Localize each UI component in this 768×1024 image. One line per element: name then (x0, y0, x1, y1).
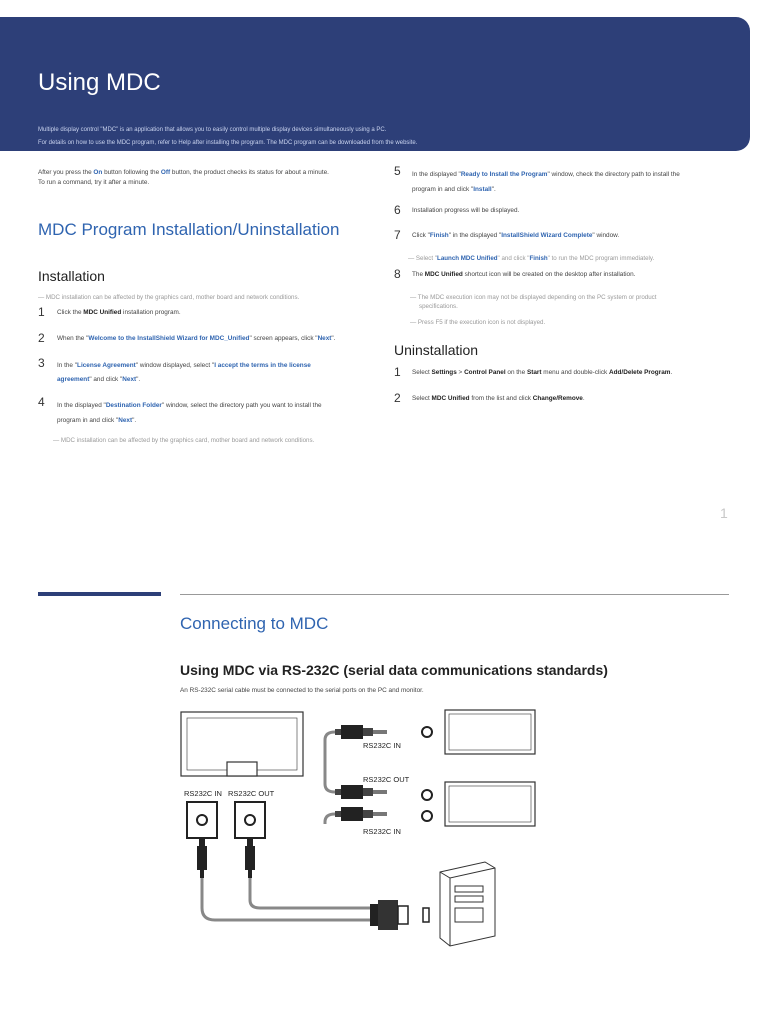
connecting-description: An RS-232C serial cable must be connected to the serial ports on the PC and monitor. (180, 687, 424, 694)
plug-top-right (335, 725, 432, 739)
install-step-8-note-1: — The MDC execution icon may not be displayed depending on the PC system or product specifications. (410, 294, 657, 310)
step-number: 6 (394, 203, 401, 217)
install-step-6: Installation progress will be displayed. (412, 207, 520, 214)
cable-down (325, 814, 335, 824)
install-step-1: Click the MDC Unified installation program. (57, 309, 181, 316)
install-step-2: When the "Welcome to the InstallShield Wizard for MDC_Unified" screen appears, click "Next". (57, 335, 336, 342)
step-number: 3 (38, 356, 45, 370)
plug-out-vertical (245, 838, 255, 878)
monitor-rear-panel (181, 712, 303, 776)
header-subtitle-2: For details on how to use the MDC program, refer to Help after installing the program. The MDC program can be downloaded from the website. (38, 140, 418, 146)
step-number: 2 (394, 391, 401, 405)
serial-cables (202, 878, 370, 920)
rs232c-connection-diagram (175, 700, 545, 950)
step-number: 4 (38, 395, 45, 409)
rs232c-out-label-middle: RS232C OUT (363, 775, 410, 784)
rs232c-in-label-top: RS232C IN (363, 741, 401, 750)
connecting-subtitle: Using MDC via RS-232C (serial data communications standards) (180, 662, 608, 678)
header-subtitle-1: Multiple display control "MDC" is an application that allows you to easily control multiple display devices simultaneously using a PC. (38, 127, 387, 133)
plug-middle-right (335, 785, 432, 800)
monitor-rs232c-out-label: RS232C OUT (228, 789, 275, 798)
step-number: 1 (38, 305, 45, 319)
header-banner (0, 17, 750, 151)
uninstall-step-2: Select MDC Unified from the list and click Change/Remove. (412, 395, 585, 402)
step-number: 5 (394, 164, 401, 178)
install-step-7-note: — Select "Launch MDC Unified" and click "Finish" to run the MDC program immediately. (408, 255, 655, 262)
install-step-5: In the displayed "Ready to Install the Program" window, check the directory path to install the program in and click "Install". (412, 171, 680, 193)
monitor-top-right (445, 710, 535, 754)
plug-in-vertical (197, 838, 207, 878)
pc-tower (440, 862, 495, 946)
page-number: 1 (720, 505, 728, 521)
step-number: 1 (394, 365, 401, 379)
installation-title: Installation (38, 268, 105, 284)
install-step-4-note: — MDC installation can be affected by the graphics card, mother board and network conditions. (53, 437, 315, 444)
monitor-bottom-right (445, 782, 535, 826)
install-section-title: MDC Program Installation/Uninstallation (38, 220, 340, 239)
step-number: 8 (394, 267, 401, 281)
uninstallation-title: Uninstallation (394, 342, 479, 358)
db9-connector (370, 900, 429, 930)
plug-bottom-right (335, 807, 432, 821)
monitor-rs232c-in-label: RS232C IN (184, 789, 222, 798)
uninstall-step-1: Select Settings > Control Panel on the Start menu and double-click Add/Delete Program. (412, 369, 673, 376)
install-step-4: In the displayed "Destination Folder" window, select the directory path you want to install the program in and click "Next". (57, 402, 322, 424)
install-step-3: In the "License Agreement" window displayed, select "I accept the terms in the license agreement" and click "Next". (57, 362, 311, 383)
step-number: 2 (38, 331, 45, 345)
intro-text: After you press the On button following the Off button, the product checks its status for about a minute. To run a command, try it after a minute. (38, 169, 329, 186)
page-title: Using MDC (38, 69, 161, 96)
cable-daisy-chain (325, 732, 335, 792)
install-step-7: Click "Finish" in the displayed "InstallShield Wizard Complete" window. (412, 232, 620, 239)
section-divider (180, 594, 729, 595)
installation-note: — MDC installation can be affected by the graphics card, mother board and network conditions. (38, 294, 300, 301)
install-step-8: The MDC Unified shortcut icon will be created on the desktop after installation. (412, 271, 636, 278)
connecting-title: Connecting to MDC (180, 614, 329, 633)
install-step-8-note-2: — Press F5 if the execution icon is not displayed. (410, 319, 546, 326)
rs232c-in-label-bottom: RS232C IN (363, 827, 401, 836)
step-number: 7 (394, 228, 401, 242)
port-in-box (187, 802, 217, 838)
section-accent-bar (38, 592, 161, 596)
port-out-box (235, 802, 265, 838)
